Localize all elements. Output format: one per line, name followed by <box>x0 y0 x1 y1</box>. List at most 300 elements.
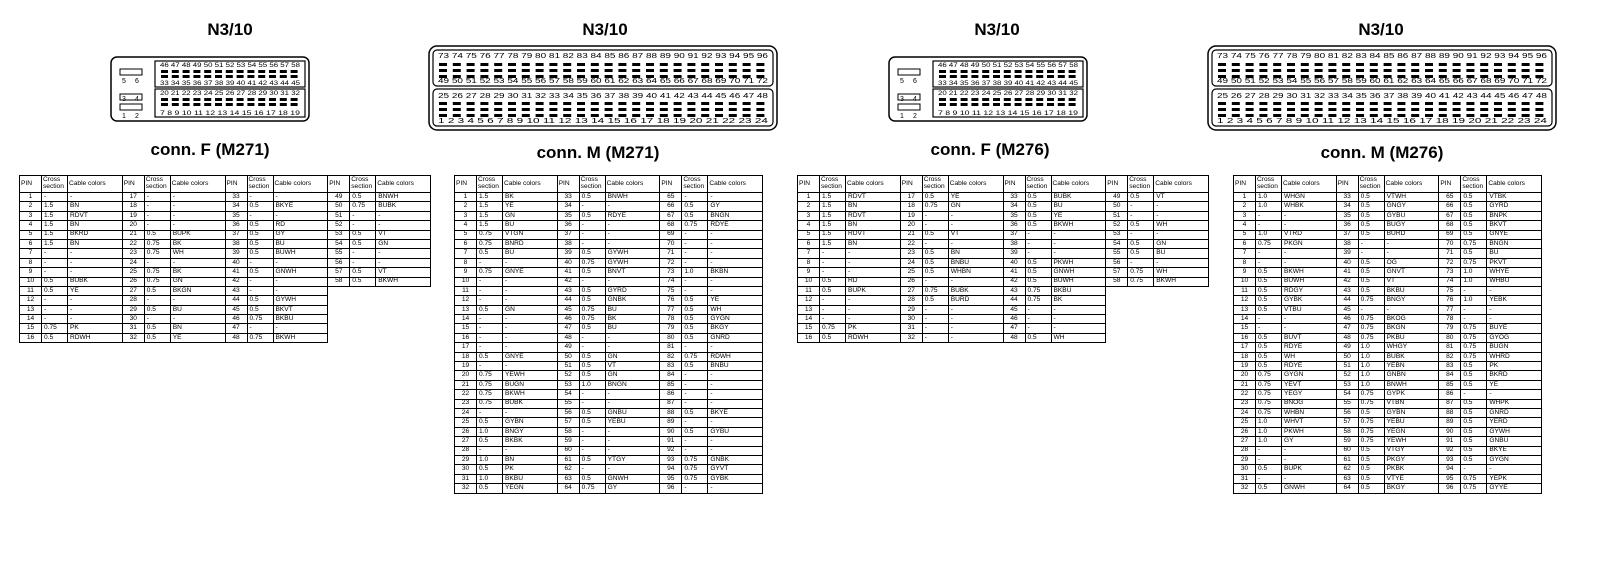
table-row <box>455 343 763 352</box>
pin-number: 59 <box>557 437 579 446</box>
pin-slot <box>204 75 211 78</box>
pin-slot <box>1069 98 1076 101</box>
pin-slot <box>632 63 640 66</box>
cross-section-value: 0.5 <box>1461 427 1487 436</box>
pin-number: 1 <box>1234 193 1256 202</box>
pin-number: 49 <box>557 343 579 352</box>
pin-slot <box>971 75 978 78</box>
pin-number: 29 <box>455 455 477 464</box>
cross-section-value: 1.0 <box>1256 437 1282 446</box>
pin-number: 55 <box>557 399 579 408</box>
pin-label-row: 33 34 35 36 37 38 39 40 41 42 43 44 45 <box>938 80 1079 87</box>
pin-slot <box>1342 108 1350 111</box>
table-row <box>455 474 763 483</box>
pin-number: 3 <box>455 211 477 220</box>
pin-number: 57 <box>1336 418 1358 427</box>
cross-section-value: 0.5 <box>350 230 376 239</box>
cable-color-value: - <box>1282 324 1337 333</box>
cross-section-value: 0.5 <box>1461 371 1487 380</box>
cable-color-value: BKWH <box>503 390 558 399</box>
pin-number: 24 <box>122 258 144 267</box>
cable-color-value: GNBK <box>708 455 763 464</box>
cross-section-value: - <box>42 305 68 314</box>
cable-color-value: GNRD <box>1487 408 1542 417</box>
pin-slot <box>743 69 751 72</box>
cross-section-value: - <box>477 286 503 295</box>
cable-color-value: BUPK <box>170 230 225 239</box>
cable-colors-header: Cable colors <box>708 176 763 193</box>
cable-color-value: - <box>708 249 763 258</box>
pin-number: 41 <box>1336 268 1358 277</box>
cross-section-value: 0.75 <box>682 352 708 361</box>
cross-section-value: - <box>1461 315 1487 324</box>
cable-color-value: BN <box>68 239 123 248</box>
pin-slot <box>1425 69 1433 72</box>
pin-slot <box>1397 63 1405 66</box>
cross-section-value: 1.5 <box>820 193 846 202</box>
pin-slot <box>1425 102 1433 105</box>
pin-number: 55 <box>1336 399 1358 408</box>
cable-color-value: BKYE <box>1487 446 1542 455</box>
diagram-4-caption: conn. M (M276) <box>1320 143 1444 162</box>
cross-section-value: - <box>820 249 846 258</box>
pin-number: 29 <box>1234 455 1256 464</box>
table-row <box>455 296 763 305</box>
pin-slot <box>1494 69 1502 72</box>
cable-color-value: - <box>68 315 123 324</box>
pin-number: 53 <box>1336 380 1358 389</box>
cross-section-header: Cross section <box>820 176 846 193</box>
cross-section-value: 0.75 <box>1256 399 1282 408</box>
pin-slot <box>1466 108 1474 111</box>
cross-section-value: 0.5 <box>1256 305 1282 314</box>
pin-number: 6 <box>455 239 477 248</box>
cross-section-value: 1.5 <box>42 221 68 230</box>
pin-slot <box>1370 75 1378 78</box>
cable-color-value: GN <box>605 371 660 380</box>
pin-slot <box>1535 114 1543 117</box>
pin-number: 38 <box>557 239 579 248</box>
cross-section-value: 1.5 <box>477 202 503 211</box>
pin-number: 25 <box>1234 418 1256 427</box>
pin-slot <box>439 102 447 105</box>
cross-section-value: 0.75 <box>1461 352 1487 361</box>
cross-section-value: 0.5 <box>247 239 273 248</box>
cable-color-value: PKGY <box>1384 455 1439 464</box>
pin-slot <box>687 63 695 66</box>
cable-color-value: - <box>1154 202 1209 211</box>
pin-slot <box>1425 75 1433 78</box>
table-row <box>798 315 1209 324</box>
cross-section-value: 0.75 <box>1358 315 1384 324</box>
pin-slot <box>1397 108 1405 111</box>
table-row <box>1234 268 1542 277</box>
pin-slot <box>269 70 276 73</box>
cable-color-value: WHVT <box>1282 418 1337 427</box>
cross-section-value: 1.0 <box>477 455 503 464</box>
cable-color-value: BKRD <box>1487 371 1542 380</box>
cable-color-value: GYGN <box>1282 371 1337 380</box>
cable-color-value: WH <box>1282 352 1337 361</box>
pin-label: 2 <box>913 113 917 120</box>
cable-color-value: BKRD <box>68 230 123 239</box>
cable-color-value: - <box>1384 239 1439 248</box>
pin-slot <box>494 108 502 111</box>
cross-section-value: 0.5 <box>682 408 708 417</box>
pin-number: 24 <box>900 258 922 267</box>
pin-number: 39 <box>1003 249 1025 258</box>
table-row <box>798 258 1209 267</box>
cable-colors-header: Cable colors <box>1384 176 1439 193</box>
cable-color-value: YE <box>68 286 123 295</box>
pin-number: 88 <box>1439 408 1461 417</box>
pin-slot <box>1301 114 1309 117</box>
pin-slot <box>1301 69 1309 72</box>
pin-table-m-m276 <box>1233 175 1542 494</box>
pin-number: 5 <box>1234 230 1256 239</box>
cross-section-value: 0.75 <box>144 268 170 277</box>
pin-number: 60 <box>557 446 579 455</box>
cable-colors-header: Cable colors <box>68 176 123 193</box>
cable-color-value: - <box>170 221 225 230</box>
cable-color-value: GNWH <box>1051 268 1106 277</box>
empty-cell <box>350 286 376 295</box>
pin-slot <box>563 108 571 111</box>
cable-colors-header: Cable colors <box>273 176 328 193</box>
pin-slot <box>453 75 461 78</box>
table-row <box>798 211 1209 220</box>
cross-section-value: - <box>820 268 846 277</box>
cross-section-value: - <box>820 296 846 305</box>
pin-number: 75 <box>660 286 682 295</box>
cross-section-value: - <box>42 258 68 267</box>
pin-number: 66 <box>660 202 682 211</box>
empty-cell <box>350 305 376 314</box>
pin-slot <box>674 63 682 66</box>
pin-slot <box>674 69 682 72</box>
pin-label: 3 <box>900 96 904 103</box>
pin-slot <box>1342 102 1350 105</box>
pin-number: 22 <box>900 239 922 248</box>
cable-color-value: WHPK <box>1487 399 1542 408</box>
cross-section-value: - <box>579 230 605 239</box>
pin-slot <box>1273 114 1281 117</box>
cross-section-value: 1.0 <box>1256 193 1282 202</box>
pin-slot <box>480 114 488 117</box>
pin-slot <box>591 69 599 72</box>
cable-color-value: BKYE <box>708 408 763 417</box>
cross-section-value: 0.75 <box>477 239 503 248</box>
pin-number: 60 <box>1336 446 1358 455</box>
pin-slot <box>1384 69 1392 72</box>
cable-color-value: GN <box>605 352 660 361</box>
empty-cell <box>1106 324 1128 333</box>
table-row <box>1234 324 1542 333</box>
pin-number: 27 <box>900 286 922 295</box>
cable-color-value: - <box>376 249 431 258</box>
cable-color-value: YEBU <box>605 418 660 427</box>
cross-section-value: 0.75 <box>477 371 503 380</box>
pin-slot <box>1397 69 1405 72</box>
cross-section-value: 1.5 <box>42 202 68 211</box>
table-row <box>455 455 763 464</box>
cross-section-value: - <box>42 249 68 258</box>
pin-slot <box>237 103 244 106</box>
pin-slot <box>1370 108 1378 111</box>
cable-color-value: - <box>1282 211 1337 220</box>
cross-section-value: - <box>1256 249 1282 258</box>
pin-header: PIN <box>1234 176 1256 193</box>
pin-label: 1 <box>900 113 904 120</box>
cable-colors-header: Cable colors <box>1051 176 1106 193</box>
pin-slot <box>1480 63 1488 66</box>
cross-section-value: 0.5 <box>1358 277 1384 286</box>
cross-section-value: - <box>682 371 708 380</box>
pin-number: 32 <box>122 333 144 342</box>
pin-slot <box>494 69 502 72</box>
cable-color-value: BNGN <box>1487 239 1542 248</box>
cross-section-value: - <box>1461 286 1487 295</box>
cross-section-value: - <box>42 296 68 305</box>
pin-number: 42 <box>225 277 247 286</box>
cable-color-value: PKBU <box>1384 333 1439 342</box>
cable-color-value: WHBN <box>1282 408 1337 417</box>
cable-color-value: - <box>948 221 1003 230</box>
pin-slot <box>161 98 168 101</box>
pin-number: 15 <box>20 324 42 333</box>
pin-slot <box>1301 75 1309 78</box>
empty-cell <box>376 333 431 342</box>
pin-slot <box>467 75 475 78</box>
pin-label: 5 <box>900 78 904 85</box>
empty-cell <box>350 296 376 305</box>
table-row <box>1234 296 1542 305</box>
pin-slot <box>660 102 668 105</box>
pin-slot <box>756 69 764 72</box>
empty-cell <box>1154 296 1209 305</box>
pin-number: 63 <box>557 474 579 483</box>
pin-slot <box>687 108 695 111</box>
pin-number: 31 <box>900 324 922 333</box>
pin-label: 6 <box>913 78 917 85</box>
cross-section-value: 0.5 <box>144 324 170 333</box>
empty-cell <box>376 305 431 314</box>
pin-slot <box>480 63 488 66</box>
pin-slot <box>1036 98 1043 101</box>
pin-number: 48 <box>1003 333 1025 342</box>
cross-section-value: 0.5 <box>1256 343 1282 352</box>
cross-section-value: 0.5 <box>682 333 708 342</box>
pin-number: 56 <box>328 258 350 267</box>
power-pin-slot <box>898 69 920 75</box>
pin-slot <box>729 114 737 117</box>
pin-slot <box>522 108 530 111</box>
table-row <box>455 371 763 380</box>
pin-slot <box>1384 114 1392 117</box>
cable-color-value: BN <box>846 239 901 248</box>
pin-slot <box>715 108 723 111</box>
table-row <box>1234 465 1542 474</box>
pin-slot <box>950 70 957 73</box>
pin-number: 47 <box>225 324 247 333</box>
pin-number: 61 <box>557 455 579 464</box>
table-row <box>1234 202 1542 211</box>
pin-slot <box>618 108 626 111</box>
cable-color-value: GNWH <box>605 474 660 483</box>
pin-slot <box>743 63 751 66</box>
pin-slot <box>1287 108 1295 111</box>
pin-number: 78 <box>1439 315 1461 324</box>
pin-slot <box>756 114 764 117</box>
pin-slot <box>1397 75 1405 78</box>
cross-section-value: 0.5 <box>820 277 846 286</box>
cable-color-value: - <box>846 249 901 258</box>
pin-slot <box>494 75 502 78</box>
cable-color-value: BN <box>503 455 558 464</box>
power-pin-slot <box>120 104 142 110</box>
cable-color-value: - <box>68 193 123 202</box>
pin-slot <box>1453 114 1461 117</box>
cable-color-value: - <box>503 286 558 295</box>
cable-color-value: YEBN <box>1384 362 1439 371</box>
pin-slot <box>269 98 276 101</box>
cable-color-value: BU <box>273 239 328 248</box>
pin-number: 28 <box>1234 446 1256 455</box>
cross-section-value: - <box>247 211 273 220</box>
cable-color-value: - <box>605 465 660 474</box>
cable-color-value: BU <box>170 305 225 314</box>
pin-slot <box>467 114 475 117</box>
cable-color-value: - <box>1282 446 1337 455</box>
cable-color-value: BKBN <box>708 268 763 277</box>
pin-slot <box>982 98 989 101</box>
pin-slot <box>1535 69 1543 72</box>
cross-section-value: - <box>579 277 605 286</box>
pin-slot <box>1508 108 1516 111</box>
pin-number: 17 <box>1234 343 1256 352</box>
pin-slot <box>701 69 709 72</box>
pin-number: 72 <box>1439 258 1461 267</box>
cross-section-value: 0.5 <box>1256 277 1282 286</box>
pin-slot <box>701 75 709 78</box>
pin-slot <box>605 69 613 72</box>
pin-slot <box>439 75 447 78</box>
cross-section-value: - <box>350 258 376 267</box>
pin-slot <box>577 63 585 66</box>
cross-section-value: 0.5 <box>922 268 948 277</box>
pin-slot <box>982 103 989 106</box>
pin-slot <box>1425 63 1433 66</box>
cable-color-value: - <box>1282 455 1337 464</box>
pin-slot <box>215 70 222 73</box>
cross-section-value: 0.5 <box>477 484 503 493</box>
pin-header: PIN <box>900 176 922 193</box>
cross-section-value: 0.5 <box>1358 474 1384 483</box>
cross-section-value: 0.5 <box>682 315 708 324</box>
pin-number: 21 <box>900 230 922 239</box>
pin-slot <box>480 102 488 105</box>
pin-number: 42 <box>1003 277 1025 286</box>
table-header-row <box>798 176 1209 193</box>
pin-slot <box>258 70 265 73</box>
cable-color-value: - <box>708 343 763 352</box>
pin-number: 36 <box>557 221 579 230</box>
empty-cell <box>328 305 350 314</box>
pin-slot <box>605 114 613 117</box>
cross-section-value: 0.5 <box>922 249 948 258</box>
cable-color-value: - <box>1384 305 1439 314</box>
pin-slot <box>1069 70 1076 73</box>
cross-section-value: - <box>682 230 708 239</box>
pin-number: 20 <box>1234 371 1256 380</box>
cross-section-header: Cross section <box>350 176 376 193</box>
empty-cell <box>1154 305 1209 314</box>
cross-section-value: 1.5 <box>42 230 68 239</box>
cross-section-header: Cross section <box>42 176 68 193</box>
cross-section-value: 0.5 <box>579 249 605 258</box>
cross-section-header: Cross section <box>477 176 503 193</box>
cable-color-value: VTBU <box>1282 305 1337 314</box>
cable-color-value: - <box>68 296 123 305</box>
cable-color-value: - <box>605 446 660 455</box>
cross-section-value: 0.5 <box>1461 193 1487 202</box>
pin-slot <box>1004 75 1011 78</box>
pin-slot <box>1397 102 1405 105</box>
cable-color-value: BU <box>1487 249 1542 258</box>
cross-section-value: 0.75 <box>1461 343 1487 352</box>
cable-color-value: YEWH <box>503 371 558 380</box>
pin-number: 51 <box>1336 362 1358 371</box>
cross-section-value: - <box>579 427 605 436</box>
pin-number: 22 <box>122 239 144 248</box>
cross-section-value: 0.5 <box>820 333 846 342</box>
cable-color-value: YEBK <box>1487 296 1542 305</box>
pin-slot <box>729 69 737 72</box>
cable-color-value: BNWH <box>605 193 660 202</box>
pin-number: 91 <box>1439 437 1461 446</box>
cross-section-value: 0.5 <box>1025 202 1051 211</box>
cable-color-value: BNBU <box>948 258 1003 267</box>
pin-number: 10 <box>1234 277 1256 286</box>
cable-color-value: GNYE <box>503 268 558 277</box>
cross-section-value: 0.5 <box>579 362 605 371</box>
cable-color-value: GNGY <box>1384 202 1439 211</box>
cable-color-value: YERD <box>1487 418 1542 427</box>
table-row <box>455 193 763 202</box>
cross-section-value: - <box>1256 474 1282 483</box>
pin-slot <box>1273 108 1281 111</box>
cross-section-value: 0.75 <box>477 230 503 239</box>
cable-color-value: - <box>605 221 660 230</box>
cable-color-value: - <box>1282 315 1337 324</box>
pin-slot <box>1315 69 1323 72</box>
cross-section-value: 1.0 <box>1256 418 1282 427</box>
cable-color-value: OG <box>1384 258 1439 267</box>
cable-color-value: BUGY <box>1384 221 1439 230</box>
cross-section-value: - <box>1128 202 1154 211</box>
pin-number: 36 <box>1003 221 1025 230</box>
cross-section-value: - <box>922 239 948 248</box>
cross-section-value: 0.75 <box>247 315 273 324</box>
pin-number: 79 <box>660 324 682 333</box>
pin-slot <box>1466 69 1474 72</box>
table-row <box>455 249 763 258</box>
table-row <box>1234 446 1542 455</box>
cross-section-value: 0.5 <box>1256 286 1282 295</box>
pin-slot <box>439 114 447 117</box>
pin-number: 25 <box>455 418 477 427</box>
pin-slot <box>939 70 946 73</box>
